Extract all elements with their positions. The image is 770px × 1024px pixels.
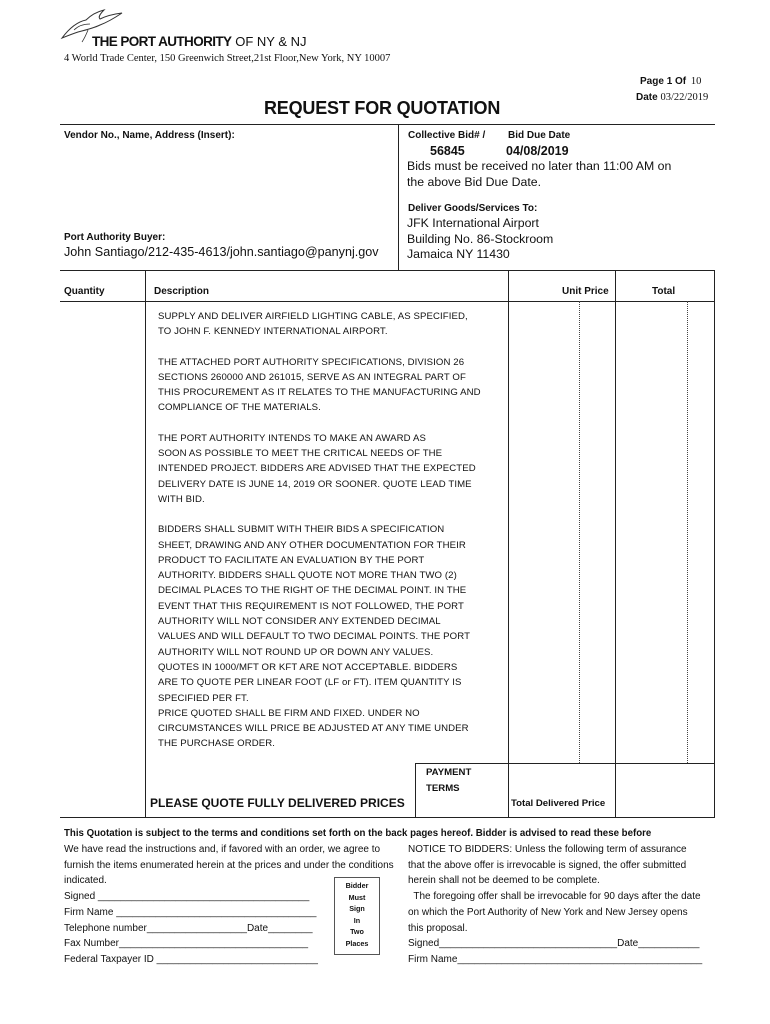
col-description: Description [154, 286, 210, 297]
acceptance-text: We have read the instructions and, if favored with an order, we agree to furnish the items enumerated herein at the prices and under the conditions indicated. Signed ______________________________________ Firm Name ____________________________________ Telephone number__________________Date________ Fax Number__________________________________ Federal Taxpayer ID _____________________________ [64, 842, 394, 968]
divider-table-top [60, 270, 715, 271]
divider-top [60, 124, 715, 125]
divider-col-right [714, 270, 715, 817]
description-paragraph: SUPPLY AND DELIVER AIRFIELD LIGHTING CABLE, AS SPECIFIED, TO JOHN F. KENNEDY INTERNATIONAL AIRPORT. [158, 311, 468, 338]
signed-field[interactable]: Signed ______________________________________ [64, 891, 310, 903]
bid-note-line1: Bids must be received no later than 11:00 AM on [407, 159, 672, 173]
description-paragraph: THE PORT AUTHORITY INTENDS TO MAKE AN AWARD AS SOON AS POSSIBLE TO MEET THE CRITICAL NEEDS OF THE INTENDED PROJECT. BIDDERS ARE ADVISED THAT THE EXPECTED DELIVERY DATE IS JUNE 14, 2019 OR SOONER. QUOTE LEAD TIME WITH BID. [158, 432, 476, 505]
assurance-signed-field[interactable]: Signed________________________________Date___________ [408, 938, 700, 950]
date-label: Date [636, 92, 658, 103]
buyer-label: Port Authority Buyer: [64, 232, 166, 243]
deliver-to-label: Deliver Goods/Services To: [408, 203, 538, 214]
divider-col-unitprice [615, 270, 616, 817]
description-paragraph: BIDDERS SHALL SUBMIT WITH THEIR BIDS A SPECIFICATION SHEET, DRAWING AND ANY OTHER DOCUMENTATION FOR THEIR PRODUCT TO FACILITATE AN EVALUATION BY THE PORT AUTHORITY. BIDDERS SHALL QUOTE NOT MORE THAN TWO (2) DECIMAL PLACES TO THE RIGHT OF THE DECIMAL POINT. IN THE EVENT THAT THIS REQUIREMENT IS NOT FOLLOWED, THE PORT AUTHORITY WILL NOT CONSIDER ANY EXTENDED DECIMAL VALUES AND WILL DEFAULT TO TWO DECIMAL POINTS. THE PORT AUTHORITY WILL NOT ROUND UP OR DOWN ANY VALUES. QUOTES IN 1000/MFT OR KFT ARE NOT ACCEPTABLE. BIDDERS ARE TO QUOTE PER LINEAR FOOT (LF or FT). ITEM QUANTITY IS SPECIFIED PER FT. PRICE QUOTED SHALL BE FIRM AND FIXED. UNDER NO CIRCUMSTANCES WILL PRICE BE ADJUSTED AT ANY TIME UNDER THE PURCHASE ORDER. [158, 524, 471, 750]
bidder-must-sign-box: Bidder Must Sign In Two Places [334, 877, 380, 955]
divider-unitprice-decimal [579, 301, 580, 763]
page-label: Page [640, 76, 664, 87]
vendor-label: Vendor No., Name, Address (Insert): [64, 130, 235, 141]
payment-terms-line1: PAYMENT [426, 767, 472, 778]
fax-field[interactable]: Fax Number__________________________________ [64, 938, 309, 950]
assurance-firm-name-field[interactable]: Firm Name____________________________________________ [408, 953, 703, 965]
date-value: 03/22/2019 [660, 92, 709, 103]
quote-delivered-prices: PLEASE QUOTE FULLY DELIVERED PRICES [150, 796, 405, 810]
date-indicator [636, 92, 708, 103]
page-title: REQUEST FOR QUOTATION [264, 98, 501, 118]
org-logo-text [92, 34, 307, 49]
total-delivered-price: Total Delivered Price [511, 798, 606, 809]
divider-vertical-info [398, 124, 399, 270]
description-paragraph: THE ATTACHED PORT AUTHORITY SPECIFICATIONS, DIVISION 26 SECTIONS 260000 AND 261015, SERVE AS AN INTEGRAL PART OF THIS PROCUREMENT AS IT RELATES TO THE MANUFACTURING AND COMPLIANCE OF THE MATERIALS. [158, 356, 481, 414]
divider-payment-left [415, 763, 416, 817]
divider-table-header [60, 301, 715, 302]
col-total: Total [652, 286, 676, 297]
bid-due-date: 04/08/2019 [506, 144, 569, 158]
payment-terms-line2: TERMS [426, 783, 460, 794]
divider-total-decimal [687, 301, 688, 763]
divider-table-bottom [60, 817, 715, 818]
deliver-line1: JFK International Airport [407, 216, 539, 230]
org-suffix: OF NY & NJ [235, 34, 307, 49]
page-num: 1 [666, 76, 673, 87]
telephone-field[interactable]: Telephone number__________________Date________ [64, 922, 313, 934]
page-indicator [640, 76, 701, 87]
taxpayer-id-field[interactable]: Federal Taxpayer ID _____________________________ [64, 953, 318, 965]
notice-to-bidders: NOTICE TO BIDDERS: Unless the following term of assurance that the above offer is irrevocable is signed, the offer submitted herein shall not be deemed to be complete. The foregoing offer shall be irrevocable for 90 days after the date on which the Port Authority of New York and New Jersey opens this proposal. Signed________________________________Date___________ Firm Name____________________________________________ [408, 842, 702, 968]
buyer-value: John Santiago/212-435-4613/john.santiago@panynj.gov [64, 245, 379, 259]
deliver-line3: Jamaica NY 11430 [407, 247, 510, 261]
of-label: Of [675, 76, 687, 87]
terms-intro: This Quotation is subject to the terms and conditions set forth on the back pages hereof. Bidder is advised to read these before [64, 828, 652, 839]
divider-payment-top [415, 763, 715, 764]
bid-due-date-label: Bid Due Date [508, 130, 571, 141]
divider-col-quantity [145, 270, 146, 817]
col-quantity: Quantity [64, 286, 105, 297]
description-text [158, 309, 503, 767]
collective-bid-label: Collective Bid# / [408, 130, 486, 141]
bid-number: 56845 [430, 144, 465, 158]
divider-col-description [508, 270, 509, 817]
deliver-line2: Building No. 86-Stockroom [407, 232, 554, 246]
org-address: 4 World Trade Center, 150 Greenwich Street,21st Floor,New York, NY 10007 [64, 53, 391, 64]
bid-note-line2: the above Bid Due Date. [407, 175, 541, 189]
org-name: THE PORT AUTHORITY [92, 34, 232, 49]
col-unit-price: Unit Price [562, 286, 609, 297]
firm-name-field[interactable]: Firm Name ____________________________________ [64, 906, 317, 918]
page-total: 10 [690, 76, 702, 87]
